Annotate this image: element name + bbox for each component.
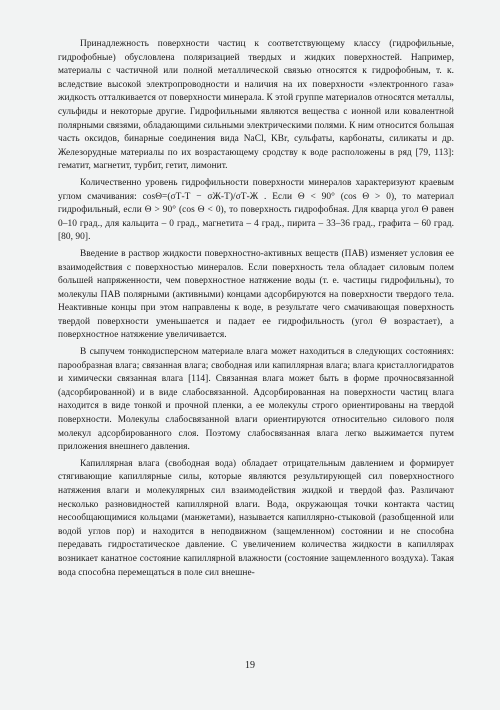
paragraph-capillary-moisture: Капиллярная влага (свободная вода) обладает отрицательным давлением и формирует стягивающие капиллярные силы, которые являются результирующей сил поверхностного натяжения влаги и молекулярных сил взаимодействия жидкой и твердой фаз. Различают несколько разновидностей капиллярной влаги. Вода, окружающая точки контакта частиц несообщающимися кольцами (манжетами), называется капиллярно-стыковой (разобщенной или водой углов пор) и находится в неподвижном (защемленном) состоянии и не способна передавать гидростатическое давление. С увеличением количества жидкости в капиллярах возникает канатное состояние капиллярной влажности (состояние защемленного воздуха). Такая вода способна перемещаться в поле сил внешне- (58, 458, 454, 578)
paragraph-hydrophilic-classes: Принадлежность поверхности частиц к соответствующему классу (гидрофильные, гидрофобные) обусловлена поляризацией твердых и жидких поверхностей. Например, материалы с частичной или полной металлической связью относятся к гидрофобным, т. к. вследствие высокой электропроводности и наличия на их поверхности «электронного газа» жидкость отталкивается от поверхности минерала. К этой группе материалов относятся металлы, сульфиды и некоторые другие. Гидрофильными являются вещества с ионной или ковалентной полярными связями, обладающими сильными электрическими полями. К ним относится большая часть оксидов, бинарные соединения вида NaCl, KBr, сульфаты, карбонаты, силикаты и др. Железорудные материалы по их возрастающему сродству к воде расположены в ряд [79, 113]: гематит, магнетит, турбит, гетит, лимонит. (58, 39, 454, 172)
page-number: 19 (245, 660, 255, 671)
paragraph-wetting-angle: Количественно уровень гидрофильности поверхности минералов характеризуют краевым углом смачивания: cosΘ=(σТ-Т − σЖ-Т)/σТ-Ж . Если Θ < 90° (cos Θ > 0), то материал гидрофильный, если Θ > 90° (cos Θ < 0), то поверхность гидрофобная. Для кварца угол Θ равен 0–10 град., для кальцита – 0 град., магнетита – 4 град., пирита – 33–36 град., графита – 60 град. [80, 90]. (58, 177, 454, 243)
paragraph-moisture-states: В сыпучем тонкодисперсном материале влага может находиться в следующих состояниях: парообразная влага; связанная влага; свободная или капиллярная влага; влага кристаллогидратов и химически связанная влага [114]. Связанная влага может быть в форме прочносвязанной (адсорбированной) и в виде слабосвязанной. Адсорбированная на поверхности частиц влага находится в виде тонкой и прочной пленки, а ее молекулы строго ориентированы на твердой поверхности. Молекулы слабосвязанной влаги ориентируются относительно силового поля молекул адсорбированного слоя. Поэтому слабосвязанная влага легко выжимается путем приложения внешнего давления. (58, 347, 454, 453)
paragraph-surfactants: Введение в раствор жидкости поверхностно-активных веществ (ПАВ) изменяет условия ее взаимодействия с поверхностью минералов. Если поверхность тела обладает силовым полем большей напряженности, чем поверхностное натяжение воды (т. е. частицы гидрофильны), то молекулы ПАВ полярными (активными) концами адсорбируются на поверхности твердого тела. Неактивные концы при этом направлены к воде, в результате чего смачивающая поверхность твердой поверхности уменьшается и падает ее гидрофильность (угол Θ возрастает), а поверхностное натяжение увеличивается. (58, 248, 454, 341)
